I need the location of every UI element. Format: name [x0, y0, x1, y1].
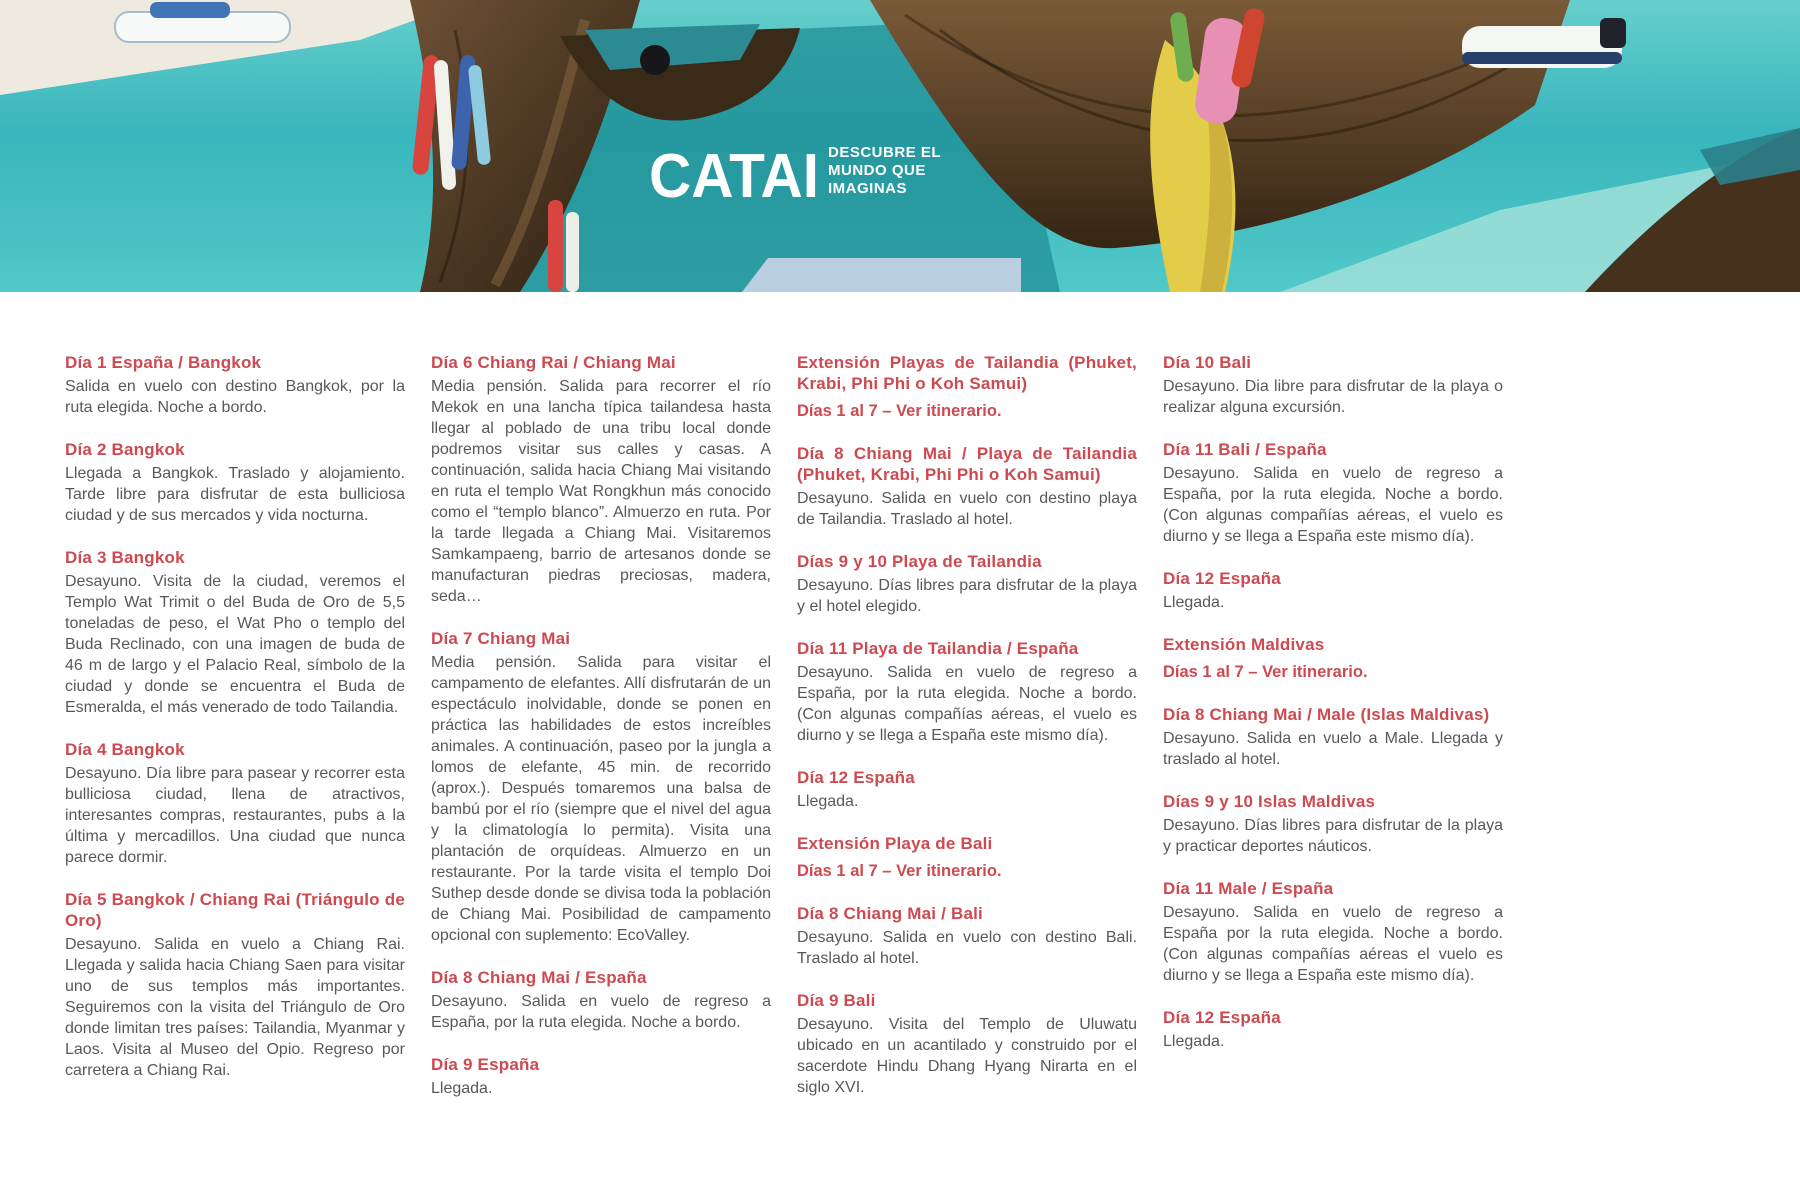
day-body: Media pensión. Salida para visitar el campamento de elefantes. Allí disfrutarán de un espectáculo inolvidable, donde se ponen en práctica las habilidades de estos increíbles animales. A continuación, paseo por la jungla a lomos de elefante, 45 min. de recorrido (aprox.). Después tomaremos una balsa de bambú por el río (siempre que el nivel del agua y la climatología lo permita). Visita una plantación de orquídeas. Almuerzo en un restaurante. Por la tarde visita el templo Doi Suthep desde donde se divisa toda la población de Chiang Mai. Posibilidad de campamento opcional con suplemento: EcoValley. — [431, 654, 771, 944]
day-title: Día 12 España — [1163, 569, 1281, 588]
day-section — [797, 638, 1137, 746]
day-section — [797, 443, 1137, 530]
day-title: Día 1 España / Bangkok — [65, 353, 262, 372]
day-body: Desayuno. Salida en vuelo con destino Bali. Traslado al hotel. — [797, 929, 1137, 967]
itinerary-column-3 — [797, 352, 1137, 1120]
extension-section — [1163, 634, 1503, 683]
day-title: Días 9 y 10 Playa de Tailandia — [797, 552, 1042, 571]
day-title: Día 12 España — [1163, 1008, 1281, 1027]
itinerary-content — [0, 292, 1800, 1120]
day-body: Llegada. — [1163, 1033, 1225, 1050]
day-section — [1163, 791, 1503, 857]
day-body: Desayuno. Salida en vuelo a Male. Llegada y traslado al hotel. — [1163, 730, 1503, 768]
day-body: Desayuno. Días libres para disfrutar de la playa y practicar deportes náuticos. — [1163, 817, 1503, 855]
day-body: Desayuno. Salida en vuelo de regreso a España, por la ruta elegida. Noche a bordo. (Con algunas compañías aéreas, el vuelo es diurno y se llega a España este mismo día). — [1163, 465, 1503, 545]
day-section — [1163, 439, 1503, 547]
day-section — [1163, 878, 1503, 986]
day-title: Día 8 Chiang Mai / Male (Islas Maldivas) — [1163, 705, 1490, 724]
logo-tagline-line2: MUNDO QUE — [828, 162, 926, 179]
day-section — [65, 352, 405, 418]
day-body: Media pensión. Salida para recorrer el río Mekok en una lancha típica tailandesa hasta llegar al poblado de una tribu local donde podremos visitar sus calles y casas. A continuación, salida hacia Chiang Mai visitando en ruta el templo Wat Rongkhun más conocido como el “templo blanco”. Almuerzo en ruta. Por la tarde llegada a Chiang Mai. Visitaremos Samkampaeng, barrio de artesanos donde se manufacturan piedras preciosas, madera, seda… — [431, 378, 771, 605]
day-title: Día 10 Bali — [1163, 353, 1252, 372]
day-title: Día 8 Chiang Mai / Playa de Tailandia (Phuket, Krabi, Phi Phi o Koh Samui) — [797, 444, 1137, 484]
day-title: Día 5 Bangkok / Chiang Rai (Triángulo de Oro) — [65, 890, 405, 930]
itinerary-column-4 — [1163, 352, 1503, 1120]
day-title: Día 7 Chiang Mai — [431, 629, 571, 648]
day-section — [797, 551, 1137, 617]
day-body: Desayuno. Visita de la ciudad, veremos el Templo Wat Trimit o del Buda de Oro de 5,5 toneladas de peso, el Wat Pho o templo del Buda Reclinado, con una imagen de buda de 46 m de largo y el Palacio Real, símbolo de la ciudad y donde se encuentra el Buda de Esmeralda, el más venerado de todo Tailandia. — [65, 573, 405, 716]
day-section — [431, 352, 771, 607]
day-body: Desayuno. Dia libre para disfrutar de la playa o realizar alguna excursión. — [1163, 378, 1503, 416]
day-body: Desayuno. Días libres para disfrutar de la playa y el hotel elegido. — [797, 577, 1137, 615]
day-body: Desayuno. Visita del Templo de Uluwatu ubicado en un acantilado y construido por el sacerdote Hindu Dhang Hyang Nirarta en el siglo XVI. — [797, 1016, 1137, 1096]
extension-subtitle: Días 1 al 7 – Ver itinerario. — [1163, 663, 1368, 681]
extension-section — [797, 833, 1137, 882]
day-title: Día 11 Playa de Tailandia / España — [797, 639, 1079, 658]
day-body: Desayuno. Salida en vuelo de regreso a España por la ruta elegida. Noche a bordo. (Con algunas compañías aéreas el vuelo es diurno y se llega a España este mismo día). — [1163, 904, 1503, 984]
day-section — [1163, 1007, 1503, 1052]
catai-logo: CATAI — [649, 142, 819, 211]
day-section — [797, 903, 1137, 969]
itinerary-column-1 — [65, 352, 405, 1120]
extension-title: Extensión Playas de Tailandia (Phuket, Krabi, Phi Phi o Koh Samui) — [797, 353, 1137, 393]
day-body: Llegada. — [797, 793, 859, 810]
day-body: Llegada. — [431, 1080, 493, 1097]
logo-tagline-line3: IMAGINAS — [828, 180, 907, 197]
day-section — [431, 967, 771, 1033]
day-body: Llegada. — [1163, 594, 1225, 611]
day-section — [65, 547, 405, 718]
day-body: Llegada a Bangkok. Traslado y alojamiento. Tarde libre para disfrutar de esta bulliciosa ciudad y de sus mercados y vida nocturna. — [65, 465, 405, 524]
day-title: Día 4 Bangkok — [65, 740, 185, 759]
day-title: Día 11 Bali / España — [1163, 440, 1327, 459]
day-section — [65, 889, 405, 1081]
day-body: Salida en vuelo con destino Bangkok, por la ruta elegida. Noche a bordo. — [65, 378, 405, 416]
day-section — [65, 439, 405, 526]
itinerary-column-2 — [431, 352, 771, 1120]
day-title: Día 8 Chiang Mai / Bali — [797, 904, 983, 923]
page-corner-accent — [742, 258, 1021, 292]
day-title: Día 11 Male / España — [1163, 879, 1334, 898]
day-section — [65, 739, 405, 868]
extension-title: Extensión Maldivas — [1163, 635, 1325, 654]
day-body: Desayuno. Salida en vuelo a Chiang Rai. Llegada y salida hacia Chiang Saen para visitar uno de sus templos más importantes. Seguiremos con la visita del Triángulo de Oro donde limitan tres países: Tailandia, Myanmar y Laos. Visita al Museo del Opio. Regreso por carretera a Chiang Rai. — [65, 936, 405, 1079]
day-section — [1163, 352, 1503, 418]
day-section — [1163, 568, 1503, 613]
day-body: Desayuno. Día libre para pasear y recorrer esta bulliciosa ciudad, llena de atractivos, interesantes compras, restaurantes, pubs a la última y mercadillos. Una ciudad que nunca parece dormir. — [65, 765, 405, 866]
day-title: Día 9 España — [431, 1055, 540, 1074]
day-title: Día 8 Chiang Mai / España — [431, 968, 647, 987]
extension-subtitle: Días 1 al 7 – Ver itinerario. — [797, 402, 1002, 420]
extension-title: Extensión Playa de Bali — [797, 834, 993, 853]
header — [0, 0, 1800, 292]
day-title: Días 9 y 10 Islas Maldivas — [1163, 792, 1376, 811]
extension-subtitle: Días 1 al 7 – Ver itinerario. — [797, 862, 1002, 880]
day-body: Desayuno. Salida en vuelo de regreso a España, por la ruta elegida. Noche a bordo. (Con algunas compañías aéreas, el vuelo es diurno y se llega a España este mismo día). — [797, 664, 1137, 744]
day-body: Desayuno. Salida en vuelo con destino playa de Tailandia. Traslado al hotel. — [797, 490, 1137, 528]
day-title: Día 2 Bangkok — [65, 440, 185, 459]
day-section — [431, 1054, 771, 1099]
day-title: Día 9 Bali — [797, 991, 876, 1010]
day-section — [797, 990, 1137, 1098]
day-title: Día 3 Bangkok — [65, 548, 185, 567]
day-section — [431, 628, 771, 946]
logo-tagline-line1: DESCUBRE EL — [828, 144, 942, 161]
day-title: Día 6 Chiang Rai / Chiang Mai — [431, 353, 676, 372]
header-photo — [0, 0, 1800, 292]
extension-section — [797, 352, 1137, 422]
day-body: Desayuno. Salida en vuelo de regreso a España, por la ruta elegida. Noche a bordo. — [431, 993, 771, 1031]
day-title: Día 12 España — [797, 768, 915, 787]
day-section — [1163, 704, 1503, 770]
day-section — [797, 767, 1137, 812]
